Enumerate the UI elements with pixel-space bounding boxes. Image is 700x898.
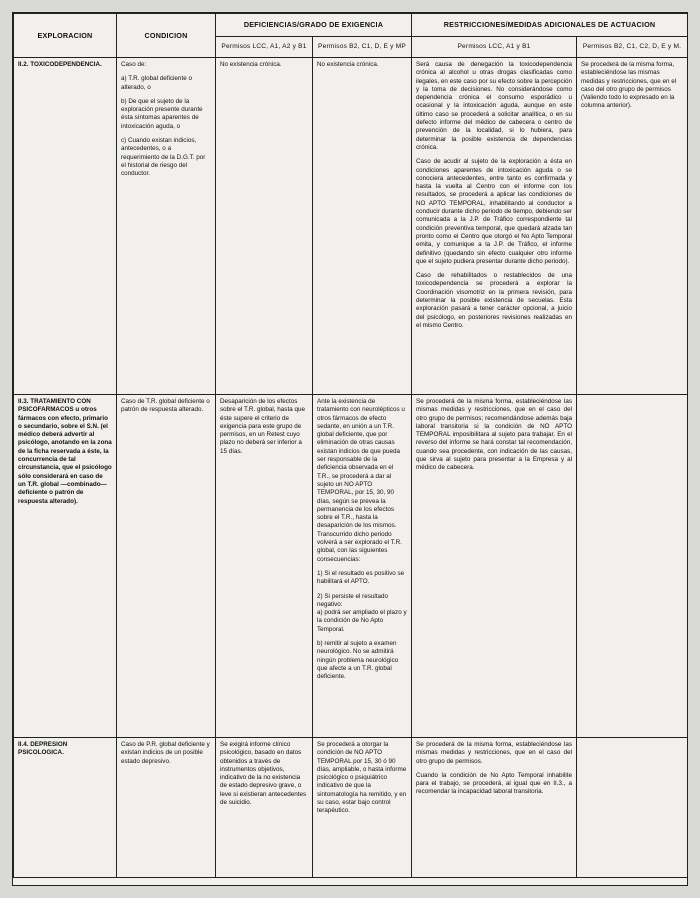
row-def-group1: Desaparición de los efectos sobre el T.R. global, hasta que éste supere el criterio de exigencia para este grupo de permisos, en un Retest cuyo plazo no deberá ser inferior a 15 días. <box>216 395 313 738</box>
res-paragraph: Cuando la condición de No Apto Temporal inhabilite para el trabajo, se procederá, al igual que en II.3., a recomendar la incapacidad laboral transitoria. <box>416 771 572 796</box>
res-paragraph: Caso de acudir al sujeto de la exploración a ésta en condiciones aparentes de intoxicación aguda o se conociera antecedentes, entre tanto es confirmada y hasta la vuelta al Centro con el informe con los resultados, se procederá a aplicar las condiciones de NO APTO TEMPORAL, inhabilitando al conductor a conducir durante dicho periodo de tiempo, debiendo ser comunicada a la J.P. de Tráfico correspondiente tal condición preventiva temporal, que quedará alzada tan pronto como el Centro que otorgó el No Apto Temporal emita, y comunique a la J.P. de Tráfico, el informe definitivo (quedando sin efecto cualquier otro informe que el sujeto pudiera presentar durante dicho periodo). <box>416 158 572 265</box>
def-paragraph: Ante la existencia de tratamiento con neurolépticos u otros fármacos de efecto sedante, en unión a un T.R. global deficiente, que por eliminación de otras causas existan indicios de que pueda ser responsable de la deficiencia observada en el T.R., se procederá a dar al sujeto un NO APTO TEMPORAL, por 15, 30, 90 días, según se prevea la permanencia de los efectos sobre el T.R., hasta la desaparición de los mismos. Transcurrido dicho periodo volverá a ser explorado el T.R. global, con las siguientes consecuencias: <box>317 398 405 563</box>
res-paragraph: Será causa de denegación la toxicodependencia crónica al alcohol u otras drogas clasificadas como ilegales, en este caso por su efecto sobre la percepción y la toma de decisiones. No considerándose como dependencia crónica el consumo esporádico u ocasional y la intoxicación aguda, aunque en este último caso se procederá a solicitar analítica, o en su defecto informe del médico de cabecera o centro de prevención de la localidad, si lo hubiera, para determinar la posible existencia de dependencias crónica. <box>416 61 572 151</box>
row-res-group1 <box>412 738 577 878</box>
header-restricciones: RESTRICCIONES/MEDIDAS ADICIONALES DE ACTUACION <box>412 14 688 37</box>
def-paragraph: b) remitir al sujeto a examen neurológico. No se admitirá ningún problema neurológico que afecte a un T.R. global deficiente. <box>317 640 399 681</box>
header-res-group1: Permisos LCC, A1 y B1 <box>412 37 577 58</box>
row-condicion <box>117 58 216 395</box>
row-exploracion: II.2. TOXICODEPENDENCIA. <box>14 58 117 395</box>
row-exploracion: II.4. DEPRESION PSICOLOGICA. <box>14 738 117 878</box>
condicion-paragraph: a) T.R. global deficiente o alterado, o <box>121 75 192 91</box>
condicion-paragraph: Caso de T.R. global deficiente o patrón de respuesta alterado. <box>121 398 210 414</box>
table-row <box>14 738 688 878</box>
condicion-paragraph: Caso de P.R. global deficiente y existan indicios de un posible estado depresivo. <box>121 741 210 765</box>
def-paragraph: 2) Si persiste el resultado negativo: a) podrá ser ampliado el plazo y la condición de No Apto Temporal. <box>317 592 407 633</box>
table-row <box>14 395 688 738</box>
header-res-group2: Permisos B2, C1, C2, D, E y M. <box>577 37 688 58</box>
row-def-group2: Se procederá a otorgar la condición de NO APTO TEMPORAL por 15, 30 ó 90 días, ampliable, o hasta informe psicológico o psiquiátrico indicativo de que la sintomatología ha remitido, y en su caso, estar bajo control terapéutico. <box>313 738 412 878</box>
row-condicion <box>117 738 216 878</box>
row-def-group2 <box>313 395 412 738</box>
document-page <box>12 12 688 886</box>
header-deficiencias: DEFICIENCIAS/GRADO DE EXIGENCIA <box>216 14 412 37</box>
aptitude-table <box>13 13 688 878</box>
condicion-paragraph: b) De que el sujeto de la exploración presente durante ésta síntomas aparentes de intoxicación aguda, o <box>121 97 203 130</box>
row-def-group1: No existencia crónica. <box>216 58 313 395</box>
header-def-group1: Permisos LCC, A1, A2 y B1 <box>216 37 313 58</box>
row-exploracion: II.3. TRATAMIENTO CON PSICOFARMACOS u otros fármacos con efecto, primario o secundario, sobre el S.N. (el médico deberá advertir al psicólogo, anotando en la zona de la ficha reservada a éste, la concurrencia de tal circunstancia, que el psicólogo sólo considerará en caso de un T.R. global —combinado— deficiente o patrón de respuesta alterado). <box>14 395 117 738</box>
res-paragraph: Se procederá de la misma forma, estableciéndose las mismas medidas y restricciones, que en el caso del otro grupo de permisos; recomendándose además baja laboral transitoria si la condición de NO APTO TEMPORAL imposibilitara al sujeto para trabajar. En el reverso del informe se hará constar tal recomendación, cuando sea procedente, con indicación de las causas, que sirva al sujeto para presentar a la Empresa y al médico de cabecera. <box>416 398 572 472</box>
condicion-paragraph: c) Cuando existan indicios, antecedentes, o a requerimiento de la D.G.T. por el historial de riesgo del conductor. <box>121 137 206 178</box>
row-condicion <box>117 395 216 738</box>
condicion-paragraph: Caso de: <box>121 61 147 68</box>
row-def-group1: Se exigirá informe clínico psicológico, basado en datos obtenidos a través de instrumentos objetivos, indicativo de la no existencia de estado depresivo grave, o leve si existieran antecedentes de suicidio. <box>216 738 313 878</box>
row-res-group2 <box>577 395 688 738</box>
row-def-group2: No existencia crónica. <box>313 58 412 395</box>
res-paragraph: Caso de rehabilitados o restablecidos de una toxicodependencia se procederá a explorar la Coordinación visomotriz en la primera revisión, para determinar la posible existencia de secuelas. Esta exploración pasará a tener carácter opcional, a juicio del psicólogo, en posteriores revisiones realizadas en el mismo Centro. <box>416 272 572 329</box>
row-res-group2: Se procederá de la misma forma, estableciéndose las mismas medidas y restricciones, que en el caso del otro grupo de permisos (Valiendo todo lo expresado en la columna anterior). <box>577 58 688 395</box>
row-res-group1 <box>412 395 577 738</box>
res-paragraph: Se procederá de la misma forma, estableciéndose las mismas medidas y restricciones, que en el caso del otro grupo de permisos. <box>416 741 572 765</box>
header-exploracion: EXPLORACION <box>14 14 117 58</box>
row-res-group2 <box>577 738 688 878</box>
table-row <box>14 58 688 395</box>
row-res-group1 <box>412 58 577 395</box>
def-paragraph: 1) Si el resultado es positivo se habilitará el APTO. <box>317 569 405 586</box>
header-condicion: CONDICION <box>117 14 216 58</box>
header-def-group2: Permisos B2, C1, D, E y MP <box>313 37 412 58</box>
